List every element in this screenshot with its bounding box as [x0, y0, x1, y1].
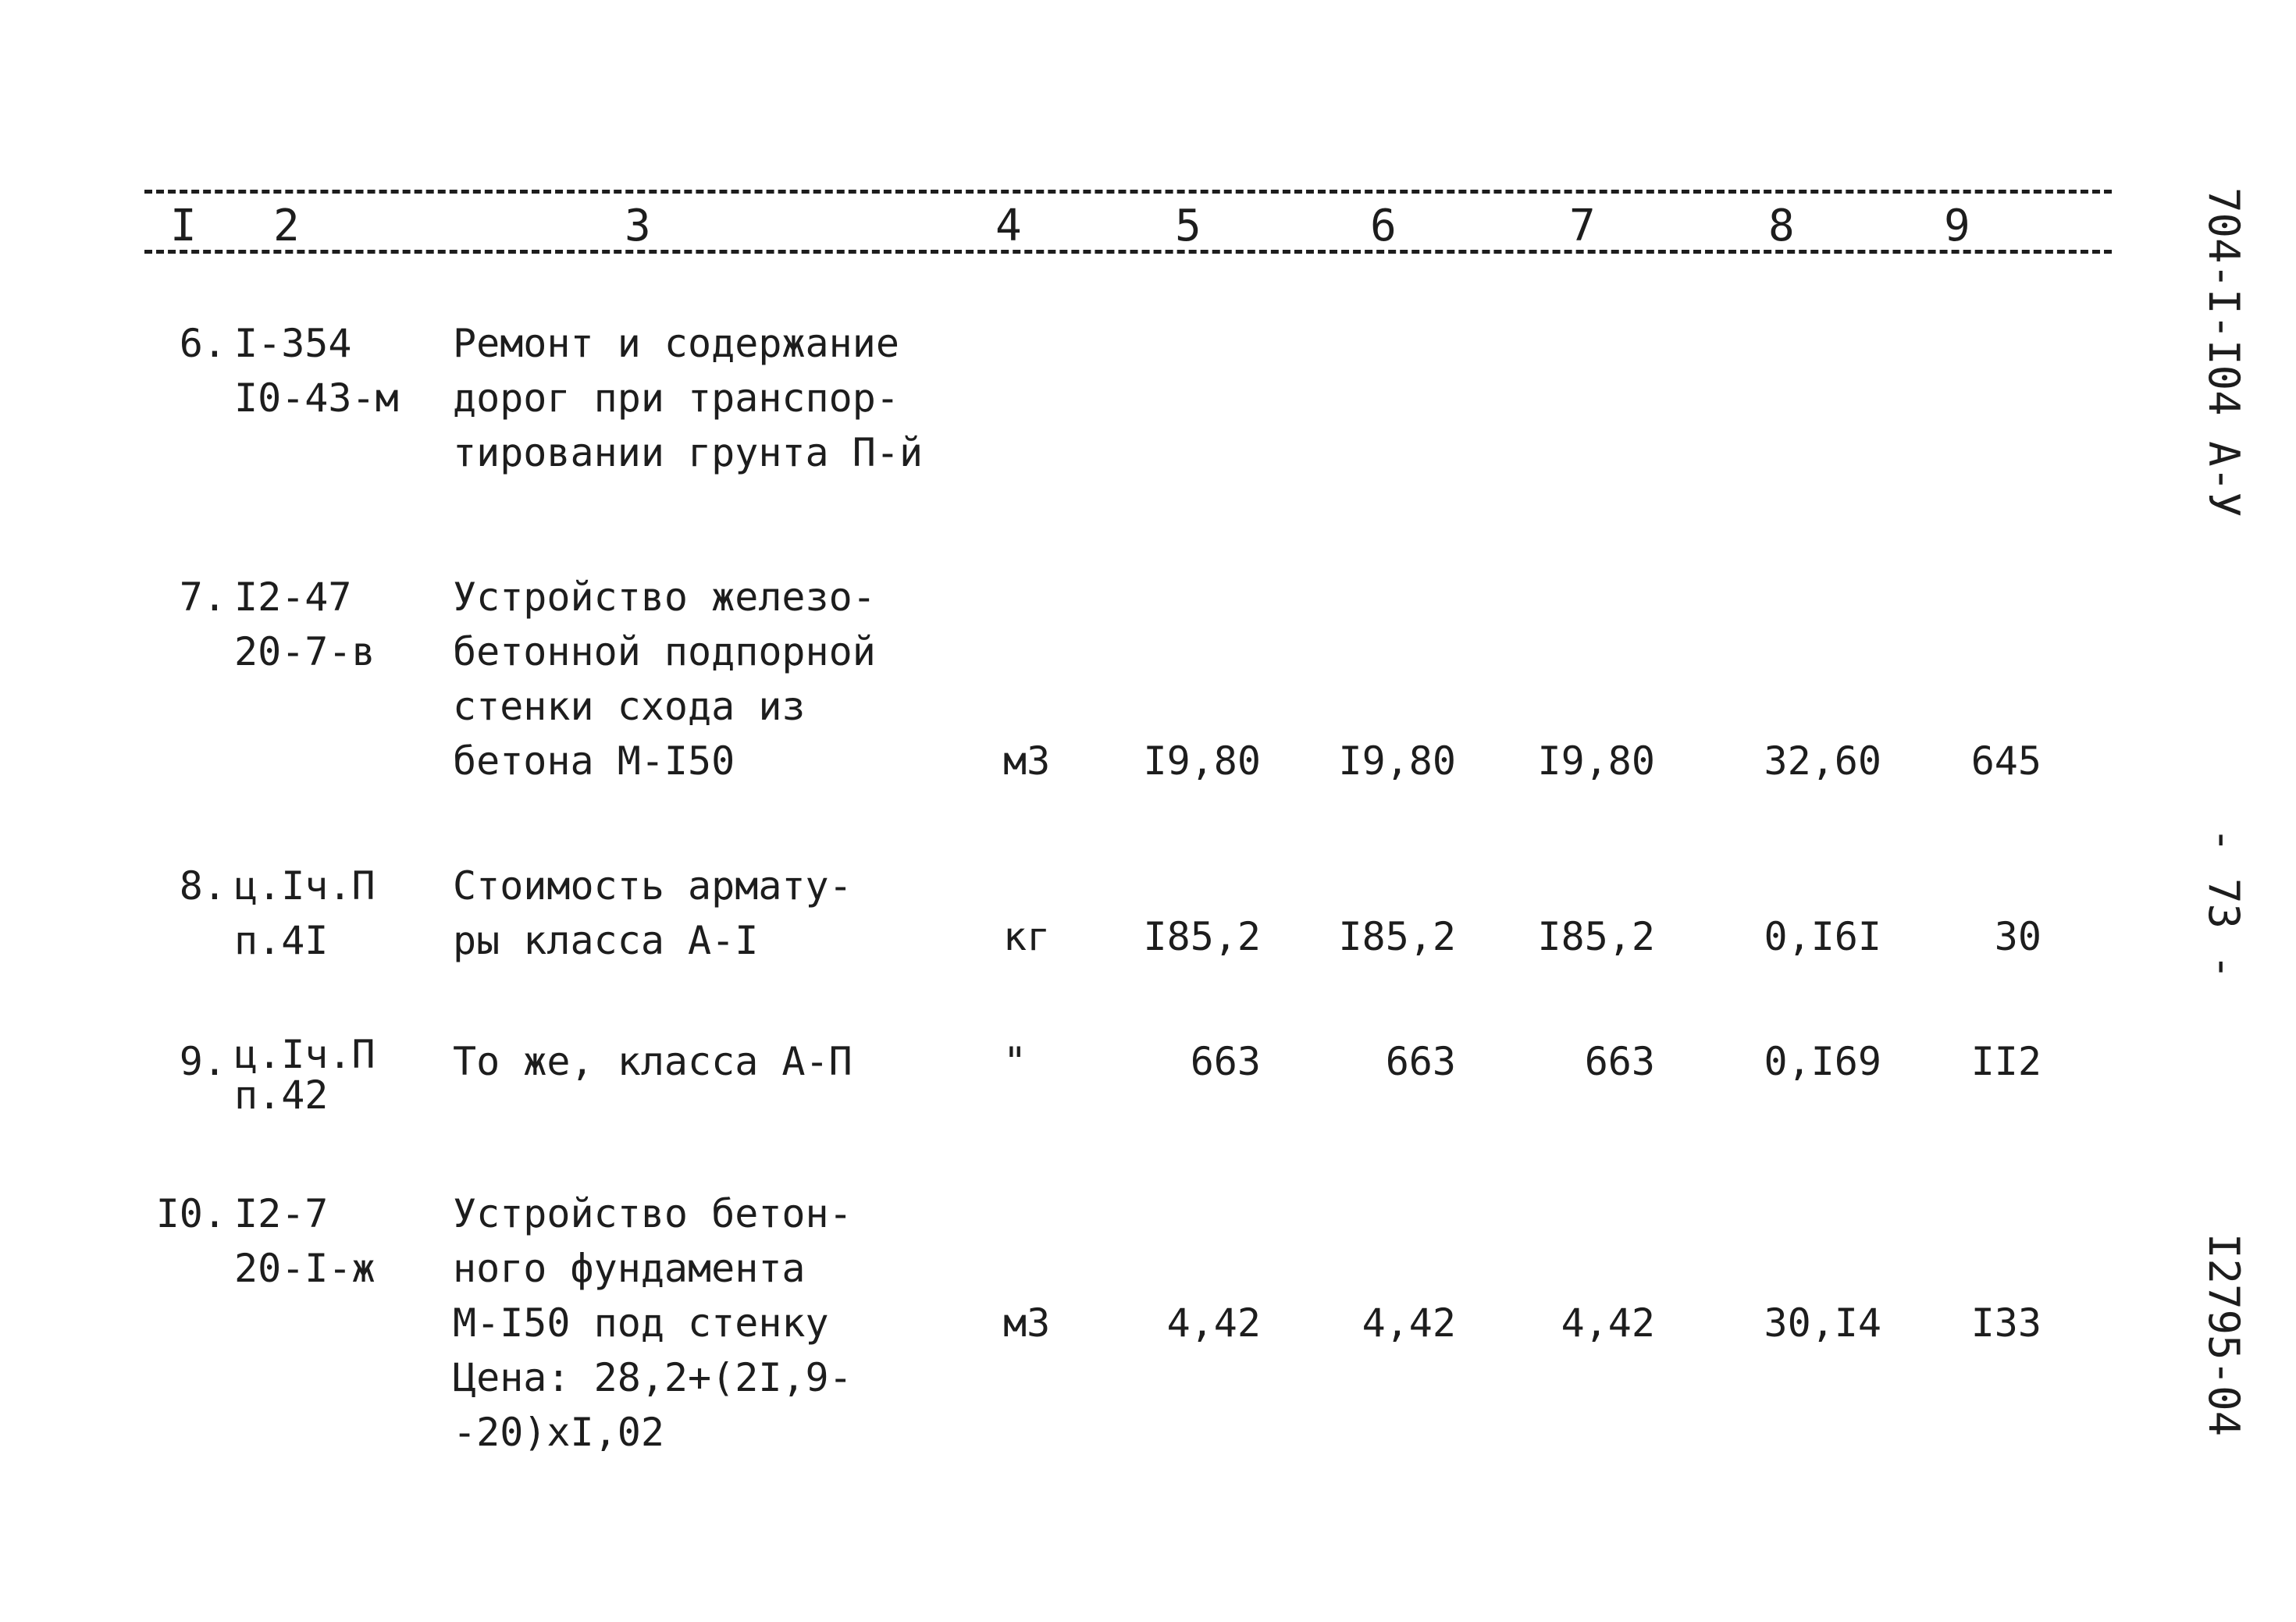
header-col-6: 6: [1370, 201, 1397, 251]
row-desc-line: бетонной подпорной: [453, 629, 876, 674]
row-number: 6.: [179, 321, 226, 366]
row-code-line: I-354: [234, 321, 352, 366]
side-page-number: - 73 -: [2199, 827, 2248, 980]
row-desc-line: ры класса А-I: [453, 918, 759, 963]
row-col7: 663: [1584, 1039, 1655, 1084]
row-description: [453, 316, 923, 480]
row-col6: I85,2: [1338, 914, 1456, 959]
row-col8: 32,60: [1764, 738, 1881, 784]
row-col8: 0,I69: [1764, 1039, 1881, 1084]
row-code: [234, 316, 399, 425]
row-code: [234, 1186, 376, 1296]
header-col-3: 3: [625, 201, 651, 251]
row-unit: кг: [1003, 914, 1051, 959]
header-col-5: 5: [1175, 201, 1201, 251]
header-col-4: 4: [995, 201, 1022, 251]
row-description: [453, 859, 853, 968]
header-col-2: 2: [273, 201, 300, 251]
row-number: 8.: [179, 863, 226, 909]
side-archive-number: I2795-04: [2199, 1233, 2248, 1437]
row-col9: II2: [1970, 1039, 2041, 1084]
row-code: [234, 1032, 376, 1118]
row-desc-line: То же, класса А-П: [453, 1039, 853, 1084]
side-document-code: 704-I-I04 А-У: [2199, 187, 2248, 518]
row-number: I0.: [155, 1191, 226, 1236]
row-col7: I9,80: [1537, 738, 1655, 784]
row-description: [453, 570, 876, 788]
header-col-9: 9: [1944, 201, 1970, 251]
row-code-line: п.42: [234, 1072, 329, 1118]
row-desc-line: тировании грунта П-й: [453, 430, 924, 475]
header-rule-bottom: [144, 250, 2112, 254]
row-col5: 4,42: [1166, 1300, 1261, 1346]
row-col8: 30,I4: [1764, 1300, 1881, 1346]
row-desc-line: бетона М-I50: [453, 738, 735, 784]
header-col-1: I: [170, 201, 197, 251]
row-col6: 4,42: [1362, 1300, 1456, 1346]
row-code-line: 20-7-в: [234, 629, 376, 674]
row-unit: ": [1003, 1039, 1027, 1084]
row-code-line: I2-47: [234, 574, 352, 620]
row-code-line: ц.Iч.П: [234, 863, 376, 909]
row-col5: I85,2: [1143, 914, 1261, 959]
row-code-line: I0-43-м: [234, 375, 399, 421]
row-code-line: п.4I: [234, 918, 329, 963]
row-desc-line: Цена: 28,2+(2I,9-: [453, 1355, 853, 1400]
row-desc-line: Устройство железо-: [453, 574, 876, 620]
row-desc-line: стенки схода из: [453, 684, 806, 729]
row-unit: м3: [1003, 738, 1051, 784]
row-col9: 645: [1970, 738, 2041, 784]
row-col9: 30: [1994, 914, 2041, 959]
row-description: [453, 1034, 853, 1089]
row-desc-line: Ремонт и содержание: [453, 321, 899, 366]
row-code: [234, 570, 376, 679]
row-number: 7.: [179, 574, 226, 620]
row-desc-line: Стоимость армату-: [453, 863, 853, 909]
row-col6: I9,80: [1338, 738, 1456, 784]
row-code-line: ц.Iч.П: [234, 1032, 376, 1077]
header-rule-top: [144, 190, 2112, 194]
row-desc-line: ного фундамента: [453, 1246, 806, 1291]
row-desc-line: дорог при транспор-: [453, 375, 899, 421]
row-desc-line: -20)xI,02: [453, 1410, 664, 1455]
row-unit: м3: [1003, 1300, 1051, 1346]
row-desc-line: М-I50 под стенку: [453, 1300, 829, 1346]
row-code-line: 20-I-ж: [234, 1246, 376, 1291]
row-col5: 663: [1190, 1039, 1261, 1084]
header-col-8: 8: [1768, 201, 1795, 251]
header-col-7: 7: [1569, 201, 1596, 251]
row-description: [453, 1186, 853, 1460]
row-code-line: I2-7: [234, 1191, 329, 1236]
row-code: [234, 859, 376, 968]
row-col5: I9,80: [1143, 738, 1261, 784]
row-col8: 0,I6I: [1764, 914, 1881, 959]
row-number: 9.: [179, 1039, 226, 1084]
row-col6: 663: [1385, 1039, 1456, 1084]
row-col9: I33: [1970, 1300, 2041, 1346]
row-desc-line: Устройство бетон-: [453, 1191, 853, 1236]
row-col7: 4,42: [1561, 1300, 1655, 1346]
row-col7: I85,2: [1537, 914, 1655, 959]
